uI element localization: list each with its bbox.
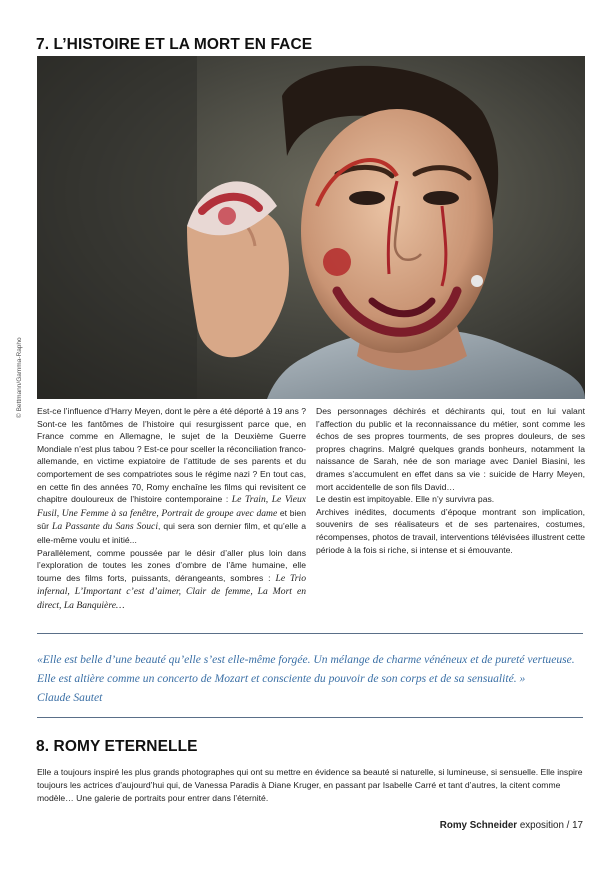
photo-credit-text: © Bettmann/Gamma-Rapho bbox=[16, 337, 23, 418]
photo-credit bbox=[14, 300, 28, 420]
right-paragraph-2: Le destin est impitoyable. Elle n’y survivra pas. bbox=[316, 494, 495, 505]
film-title-passante: La Passante du Sans Souci bbox=[51, 521, 158, 533]
footer-page-info: exposition / 17 bbox=[519, 820, 583, 831]
page-footer bbox=[440, 820, 583, 831]
quote-bottom-rule bbox=[37, 717, 583, 718]
left-column-text-2 bbox=[37, 547, 306, 613]
quote-top-rule bbox=[37, 633, 583, 634]
left-paragraph-1-end: , qui sera son dernier film, et qu’elle a elle-même voulu et initié... bbox=[37, 521, 307, 545]
section-7-right-column bbox=[316, 405, 585, 556]
quote-line-2: Elle est altière comme un concerto de Mozart et consciente du pouvoir de son corps et de sa sensualité. » bbox=[37, 672, 526, 685]
movie-still-photo bbox=[37, 56, 585, 399]
section-8-title: 8. ROMY ETERNELLE bbox=[36, 738, 198, 755]
quote-author: Claude Sautet bbox=[37, 691, 103, 704]
left-paragraph-1: Est-ce l’influence d’Harry Meyen, dont le père a été déporté à 19 ans ? Sont-ce les fantômes de l’histoire qui resurgissent parce que, en France comme en Allemagne, le sujet de la Deuxième Guerre Mondiale n’est plus tabou ? Est-ce pour sceller la réconciliation franco-allemande, en victime expiatoire de l’attitude de ses parents et du comportement de ses compatriotes sous le régime nazi ? En tout cas, en cette fin des années 70, Romy enchaîne les films qui revisitent ce chapitre douloureux de l’histoire contemporaine : bbox=[37, 406, 306, 505]
left-column-text bbox=[37, 405, 306, 547]
left-paragraph-2: Parallèlement, comme poussée par le désir d’aller plus loin dans l’exploration de toutes les zones d’ombre de l’âme humaine, elle tourne des films forts, puissants, dérangeants, sombres : bbox=[37, 547, 306, 583]
right-paragraph-3: Archives inédites, documents d’époque montrant son implication, souvenirs de ses réalisateurs et de ses partenaires, costumes, récompenses, photos de travail, interventions télévisées illustrent cette période à la fois si riche, si intense et si émouvante. bbox=[316, 506, 585, 555]
section-8-paragraph: Elle a toujours inspiré les plus grands photographes qui ont su mettre en évidence sa beauté si naturelle, si lumineuse, si sensuelle. Elle inspire toujours les actrices d’aujourd’hui qui, de Vanessa Paradis à Diane Kruger, en passant par Isabelle Carré et tant d’autres, la citent comme modèle… Une galerie de portraits pour entrer dans l’éternité. bbox=[37, 767, 583, 804]
footer-name: Romy Schneider bbox=[439, 820, 518, 831]
left-connector: et bien sûr bbox=[37, 507, 306, 532]
pull-quote bbox=[37, 650, 585, 707]
section-7-left-column bbox=[37, 405, 306, 613]
quote-line-1: «Elle est belle d’une beauté qu’elle s’est elle-même forgée. Un mélange de charme vénéneux et de pureté vertueuse. bbox=[37, 653, 575, 666]
film-titles-2: Le Trio infernal, L’Important c’est d’aimer, Clair de femme, La Mort en direct, La Banquière… bbox=[37, 572, 307, 611]
section-7-title: 7. L’HISTOIRE ET LA MORT EN FACE bbox=[36, 36, 313, 53]
right-paragraph-1: Des personnages déchirés et déchirants qui, tout en lui valant l’affection du public et la reconnaissance du métier, sont comme les échos de ses propres tourments, de ses propres douleurs, de ses propres chagrins. Malgré quelques grands bonheurs, notamment la naissance de Sarah, née de son mariage avec Daniel Biasini, les drames s’accumulent en effet dans sa vie : suicide de Harry Meyen, mort accidentelle de son fils David… bbox=[316, 406, 585, 492]
film-titles-1: Le Train, Le Vieux Fusil, Une Femme à sa fenêtre, Portrait de groupe avec dame bbox=[37, 494, 306, 519]
photo-illustration bbox=[37, 56, 585, 399]
section-8-body bbox=[37, 766, 585, 806]
